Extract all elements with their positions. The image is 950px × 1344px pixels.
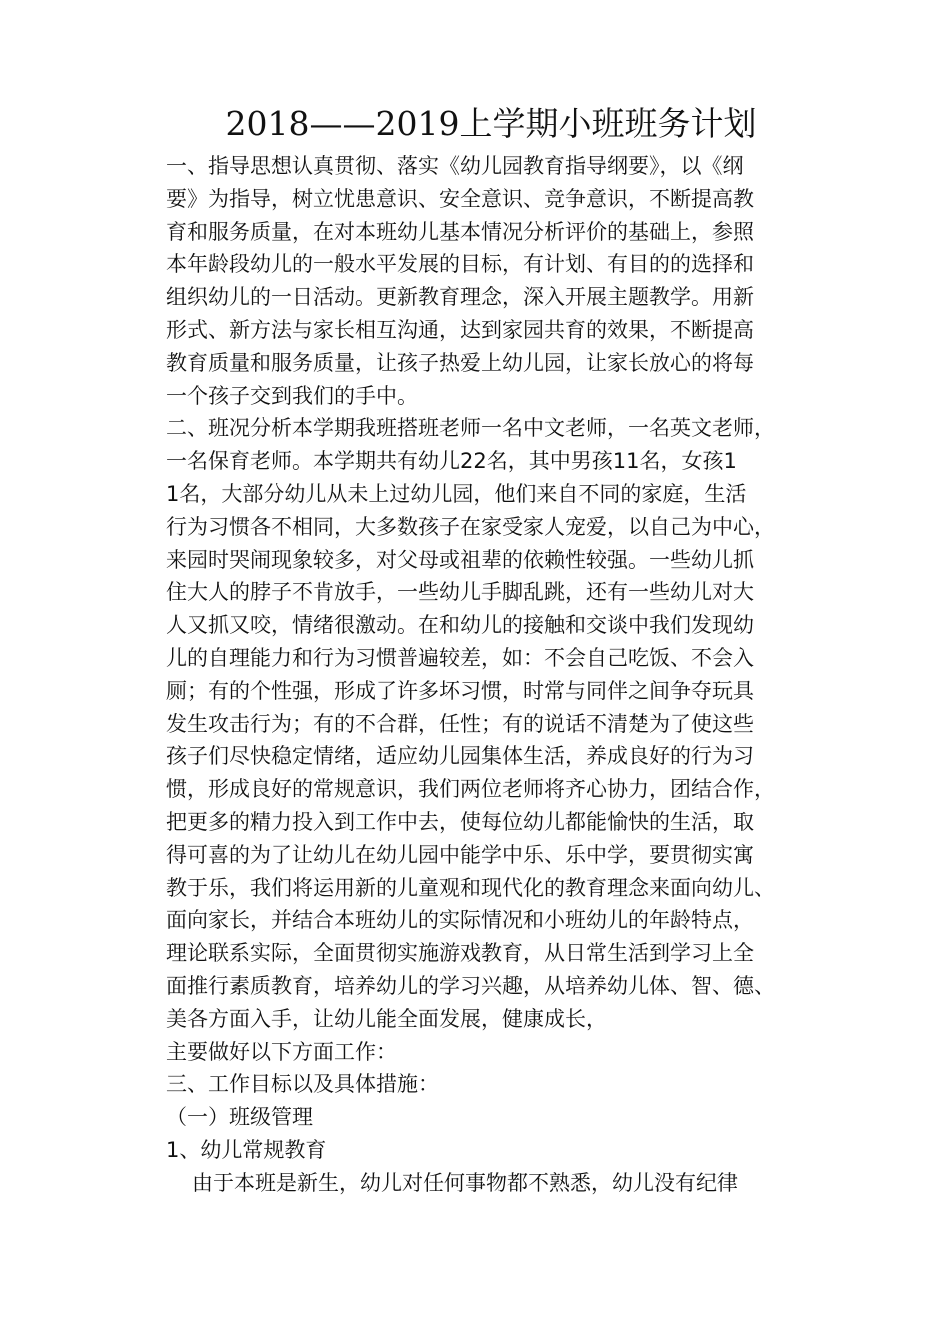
paragraph-line: 惯，形成良好的常规意识，我们两位老师将齐心协力，团结合作， bbox=[166, 777, 775, 802]
paragraph-line: 由于本班是新生，幼儿对任何事物都不熟悉，幼儿没有纪律 bbox=[192, 1170, 738, 1195]
paragraph-line: 厕；有的个性强，形成了许多坏习惯，时常与同伴之间争夺玩具 bbox=[166, 678, 754, 703]
paragraph-line: 来园时哭闹现象较多，对父母或祖辈的依赖性较强。一些幼儿抓 bbox=[166, 547, 754, 572]
item-heading: 1、幼儿常规教育 bbox=[166, 1137, 327, 1162]
paragraph-line: 1名，大部分幼儿从未上过幼儿园，他们来自不同的家庭，生活 bbox=[166, 481, 747, 506]
paragraph-line: 教育质量和服务质量，让孩子热爱上幼儿园，让家长放心的将每 bbox=[166, 350, 754, 375]
paragraph-line: 教于乐，我们将运用新的儿童观和现代化的教育理念来面向幼儿、 bbox=[166, 875, 775, 900]
paragraph-line: 人又抓又咬，情绪很激动。在和幼儿的接触和交谈中我们发现幼 bbox=[166, 613, 754, 638]
paragraph-line: 面向家长，并结合本班幼儿的实际情况和小班幼儿的年龄特点， bbox=[166, 908, 754, 933]
paragraph-line: 面推行素质教育，培养幼儿的学习兴趣，从培养幼儿体、智、德、 bbox=[166, 973, 775, 998]
paragraph-line: 本年龄段幼儿的一般水平发展的目标，有计划、有目的的选择和 bbox=[166, 252, 754, 277]
paragraph-line: 发生攻击行为；有的不合群，任性；有的说话不清楚为了使这些 bbox=[166, 711, 754, 736]
paragraph-line: 行为习惯各不相同，大多数孩子在家受家人宠爱，以自己为中心， bbox=[166, 514, 775, 539]
section-heading: 三、工作目标以及具体措施： bbox=[166, 1072, 439, 1097]
paragraph-line: 一个孩子交到我们的手中。 bbox=[166, 383, 418, 408]
paragraph-line: 要》为指导，树立忧患意识、安全意识、竞争意识，不断提高教 bbox=[166, 186, 754, 211]
paragraph-line: 美各方面入手，让幼儿能全面发展，健康成长， bbox=[166, 1006, 607, 1031]
document-title: 2018——2019上学期小班班务计划 bbox=[225, 104, 757, 143]
paragraph-line: 把更多的精力投入到工作中去，使每位幼儿都能愉快的生活，取 bbox=[166, 809, 754, 834]
paragraph-line: 一、指导思想认真贯彻、落实《幼儿园教育指导纲要》，以《纲 bbox=[166, 154, 744, 178]
paragraph-line: 住大人的脖子不肯放手，一些幼儿手脚乱跳，还有一些幼儿对大 bbox=[166, 580, 754, 605]
paragraph-line: 主要做好以下方面工作： bbox=[166, 1039, 397, 1064]
paragraph-line: 形式、新方法与家长相互沟通，达到家园共育的效果，不断提高 bbox=[166, 317, 754, 342]
document-body bbox=[166, 150, 838, 1200]
subsection-heading: （一）班级管理 bbox=[166, 1105, 313, 1130]
paragraph-line: 得可喜的为了让幼儿在幼儿园中能学中乐、乐中学，要贯彻实寓 bbox=[166, 842, 754, 867]
paragraph-line: 二、班况分析本学期我班搭班老师一名中文老师，一名英文老师， bbox=[166, 416, 775, 441]
paragraph-line: 理论联系实际，全面贯彻实施游戏教育，从日常生活到学习上全 bbox=[166, 941, 754, 966]
paragraph-line: 组织幼儿的一日活动。更新教育理念，深入开展主题教学。用新 bbox=[166, 285, 754, 310]
paragraph-line: 孩子们尽快稳定情绪，适应幼儿园集体生活，养成良好的行为习 bbox=[166, 744, 754, 769]
paragraph-line: 儿的自理能力和行为习惯普遍较差，如：不会自己吃饭、不会入 bbox=[166, 645, 754, 670]
paragraph-line: 一名保育老师。本学期共有幼儿22名，其中男孩11名，女孩1 bbox=[166, 449, 737, 474]
paragraph-line: 育和服务质量，在对本班幼儿基本情况分析评价的基础上，参照 bbox=[166, 219, 754, 244]
